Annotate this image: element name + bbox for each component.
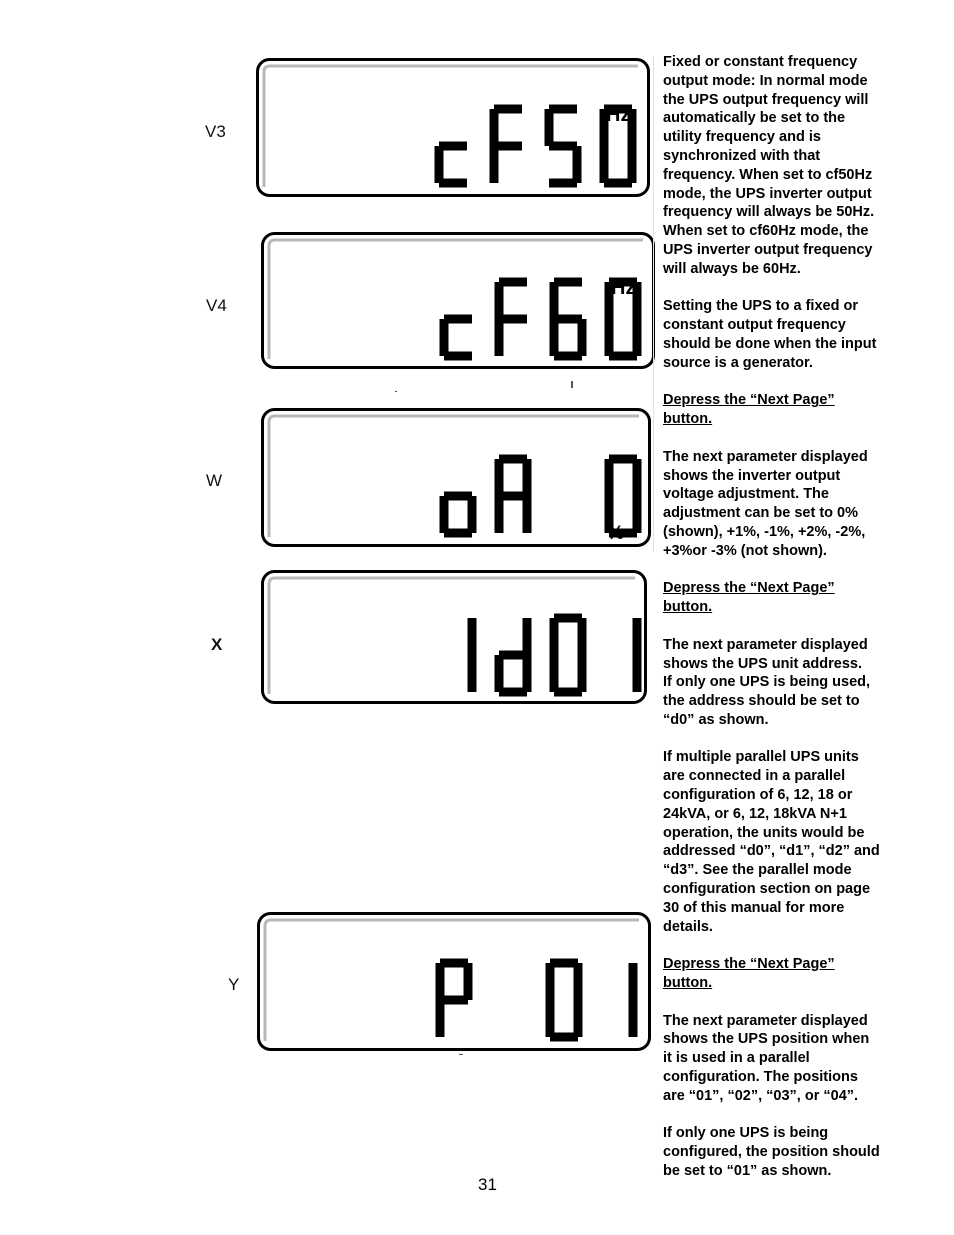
lcd-frame-svg	[257, 912, 651, 1051]
page-number: 31	[478, 1175, 497, 1194]
paragraph-parallel-units: If multiple parallel UPS units are connected in a parallel configuration of 6, 12, 18 or 24kVA, or 6, 12, 18kVA N+1 operation, the units would be addressed “d0”, “d1”, “d2” and “d3”. See the parallel mode configuration section on page 30 of this manual for more details.	[663, 749, 880, 935]
lcd-unit: Hz	[611, 277, 636, 299]
lcd-label-v3: V3	[205, 122, 226, 141]
lcd-frame-svg	[261, 570, 647, 704]
lcd-frame	[263, 572, 646, 703]
lcd-display-v4	[261, 232, 655, 369]
paragraph-fixed-frequency: Fixed or constant frequency output mode: In normal mode the UPS output frequency will automatically be set to the utility frequency and is synchronized with that frequency. When set to cf50Hz mode, the UPS inverter output frequency will always be 50Hz. When set to cf60Hz mode, the UPS inverter output frequency will always be 60Hz.	[663, 54, 875, 277]
paragraph-generator-note: Setting the UPS to a fixed or constant output frequency should be done when the input source is a generator.	[663, 298, 877, 371]
lcd-label-y: Y	[228, 975, 240, 994]
lcd-display-x	[261, 570, 647, 704]
scan-speck	[459, 1054, 463, 1055]
paragraph-single-position: If only one UPS is being configured, the position should be set to “01” as shown.	[663, 1125, 880, 1180]
lcd-unit: %	[607, 523, 624, 544]
lcd-label-v4: V4	[206, 296, 227, 315]
lcd-display-w	[261, 408, 651, 547]
lcd-frame-svg	[261, 232, 655, 369]
lcd-frame-svg	[261, 408, 651, 547]
lcd-frame	[259, 914, 650, 1050]
lcd-frame-svg	[256, 58, 650, 197]
lcd-frame	[263, 234, 654, 368]
instruction-next-page: Depress the “Next Page” button.	[663, 580, 835, 616]
scan-speck	[571, 381, 573, 388]
instructions-column	[663, 53, 903, 1181]
scan-edge	[653, 56, 654, 552]
scan-speck	[395, 391, 397, 392]
paragraph-unit-address: The next parameter displayed shows the UPS unit address. If only one UPS is being used, the address should be set to “d0” as shown.	[663, 636, 871, 728]
lcd-display-v3	[256, 58, 650, 197]
lcd-unit: Hz	[606, 104, 631, 126]
lcd-frame	[263, 410, 650, 546]
paragraph-position: The next parameter displayed shows the UPS position when it is used in a parallel configuration. The positions are “01”, “02”, “03”, or “04”.	[663, 1012, 870, 1104]
lcd-frame	[258, 60, 649, 196]
lcd-label-w: W	[206, 471, 223, 490]
paragraph-voltage-adjust: The next parameter displayed shows the inverter output voltage adjustment. The adjustment can be set to 0% (shown), +1%, -1%, +2%, -2%, +3%or -3% (not shown).	[663, 448, 868, 559]
instruction-next-page: Depress the “Next Page” button.	[663, 956, 835, 992]
instruction-next-page: Depress the “Next Page” button.	[663, 392, 835, 428]
lcd-label-x: X	[211, 635, 223, 654]
lcd-display-y	[257, 912, 651, 1051]
